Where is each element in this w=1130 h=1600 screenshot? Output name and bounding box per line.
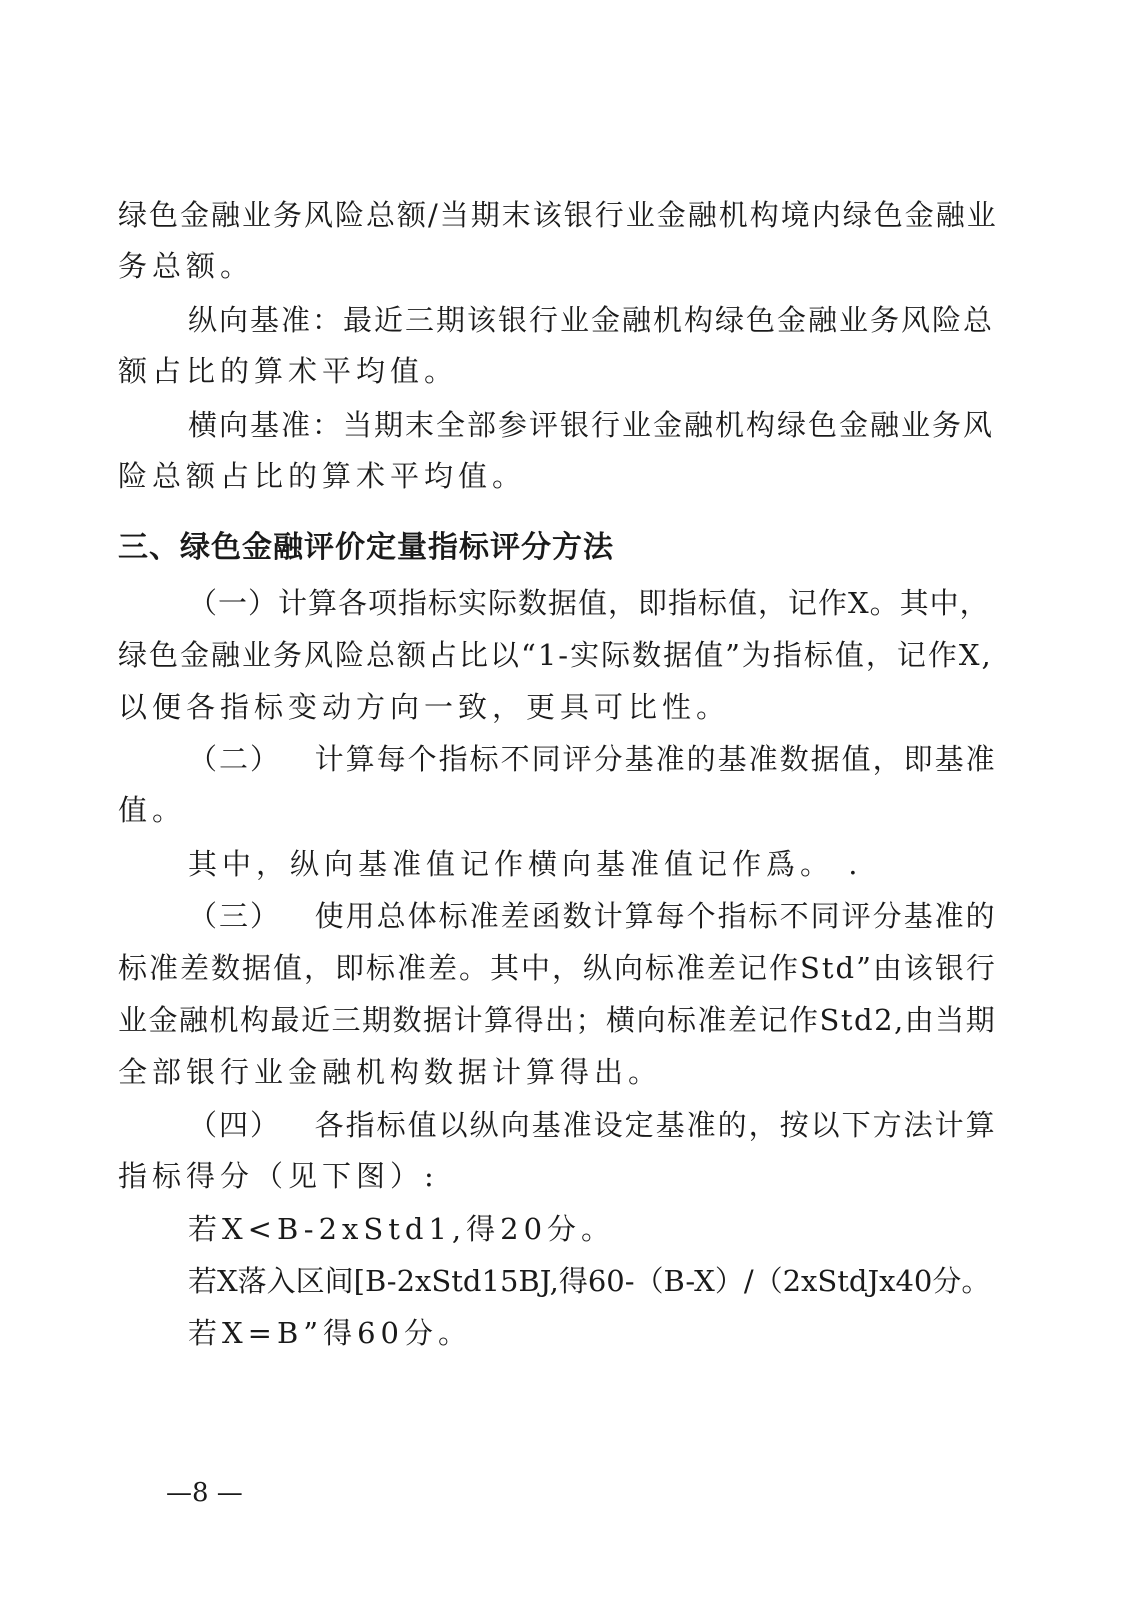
- method-line: （二） 计算每个指标不同评分基准的基准数据值，即基准: [188, 742, 997, 776]
- method-line: 以便各指标变动方向一致，更具可比性。: [118, 690, 731, 724]
- body-line: 额占比的算术平均值。: [118, 354, 459, 388]
- body-line: 横向基准：当期末全部参评银行业金融机构绿色金融业务风: [188, 408, 995, 442]
- method-line: 若X落入区间[B-2xStd15BJ,得60-（B-X）/（2xStdJx40分。: [188, 1264, 991, 1298]
- method-line: 业金融机构最近三期数据计算得出；横向标准差记作Std2,由当期: [118, 1003, 997, 1037]
- method-line: 绿色金融业务风险总额占比以“1-实际数据值”为指标值，记作X,: [118, 638, 993, 672]
- method-line: 值。: [118, 793, 187, 827]
- body-line: 纵向基准：最近三期该银行业金融机构绿色金融业务风险总: [188, 303, 995, 337]
- page-number: —8 —: [166, 1478, 243, 1508]
- method-line: 标准差数据值，即标准差。其中，纵向标准差记作Std”由该银行: [118, 951, 997, 985]
- method-line: 全部银行业金融机构数据计算得出。: [118, 1055, 663, 1089]
- method-line: 若X<B-2xStd1,得20分。: [188, 1212, 616, 1246]
- body-line: 险总额占比的算术平均值。: [118, 459, 527, 493]
- method-line: （一）计算各项指标实际数据值，即指标值，记作X。其中，: [188, 586, 990, 620]
- method-line: 其中，纵向基准值记作横向基准值记作爲。 .: [188, 847, 863, 881]
- method-line: 指标得分（见下图）:: [118, 1159, 439, 1193]
- section-heading: 三、绿色金融评价定量指标评分方法: [118, 530, 614, 565]
- body-line: 务总额。: [118, 249, 255, 283]
- method-line: 若X=B”得60分。: [188, 1316, 472, 1350]
- method-line: （四） 各指标值以纵向基准设定基准的，按以下方法计算: [188, 1108, 997, 1142]
- body-line: 绿色金融业务风险总额/当期末该银行业金融机构境内绿色金融业: [118, 198, 998, 232]
- method-line: （三） 使用总体标准差函数计算每个指标不同评分基准的: [188, 899, 997, 933]
